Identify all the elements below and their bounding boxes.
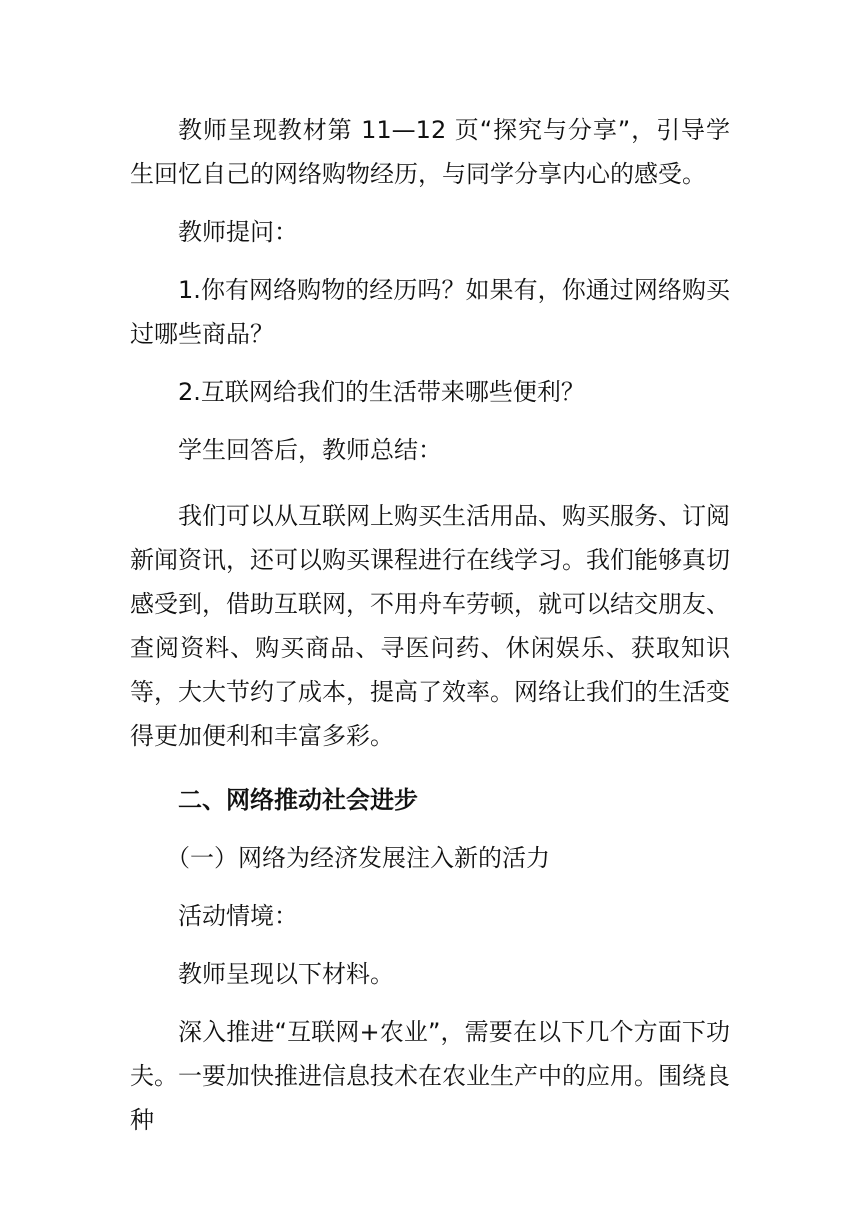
- paragraph-internet-agriculture: 深入推进“互联网+农业”，需要在以下几个方面下功夫。一要加快推进信息技术在农业生产中的应用。围绕良种: [130, 1018, 730, 1134]
- paragraph-summary-label: 学生回答后，教师总结：: [178, 436, 442, 464]
- section-heading: 二、网络推动社会进步: [178, 786, 418, 814]
- paragraph-intro: 教师呈现教材第 11—12 页“探究与分享”，引导学生回忆自己的网络购物经历，与同学分享内心的感受。: [130, 116, 730, 188]
- paragraph-summary: 我们可以从互联网上购买生活用品、购买服务、订阅新闻资讯，还可以购买课程进行在线学习。我们能够真切感受到，借助互联网，不用舟车劳顿，就可以结交朋友、查阅资料、购买商品、寻医问药、休闲娱乐、获取知识等，大大节约了成本，提高了效率。网络让我们的生活变得更加便利和丰富多彩。: [130, 502, 730, 750]
- paragraph-teacher-question-label: 教师提问：: [178, 218, 298, 246]
- paragraph-activity-label: 活动情境：: [178, 902, 298, 930]
- paragraph-question-2: 2.互联网给我们的生活带来哪些便利？: [178, 378, 585, 406]
- subsection-heading: （一）网络为经济发展注入新的活力: [166, 844, 550, 872]
- paragraph-materials: 教师呈现以下材料。: [178, 960, 394, 988]
- paragraph-question-1: 1.你有网络购物的经历吗？如果有，你通过网络购买过哪些商品？: [130, 276, 730, 348]
